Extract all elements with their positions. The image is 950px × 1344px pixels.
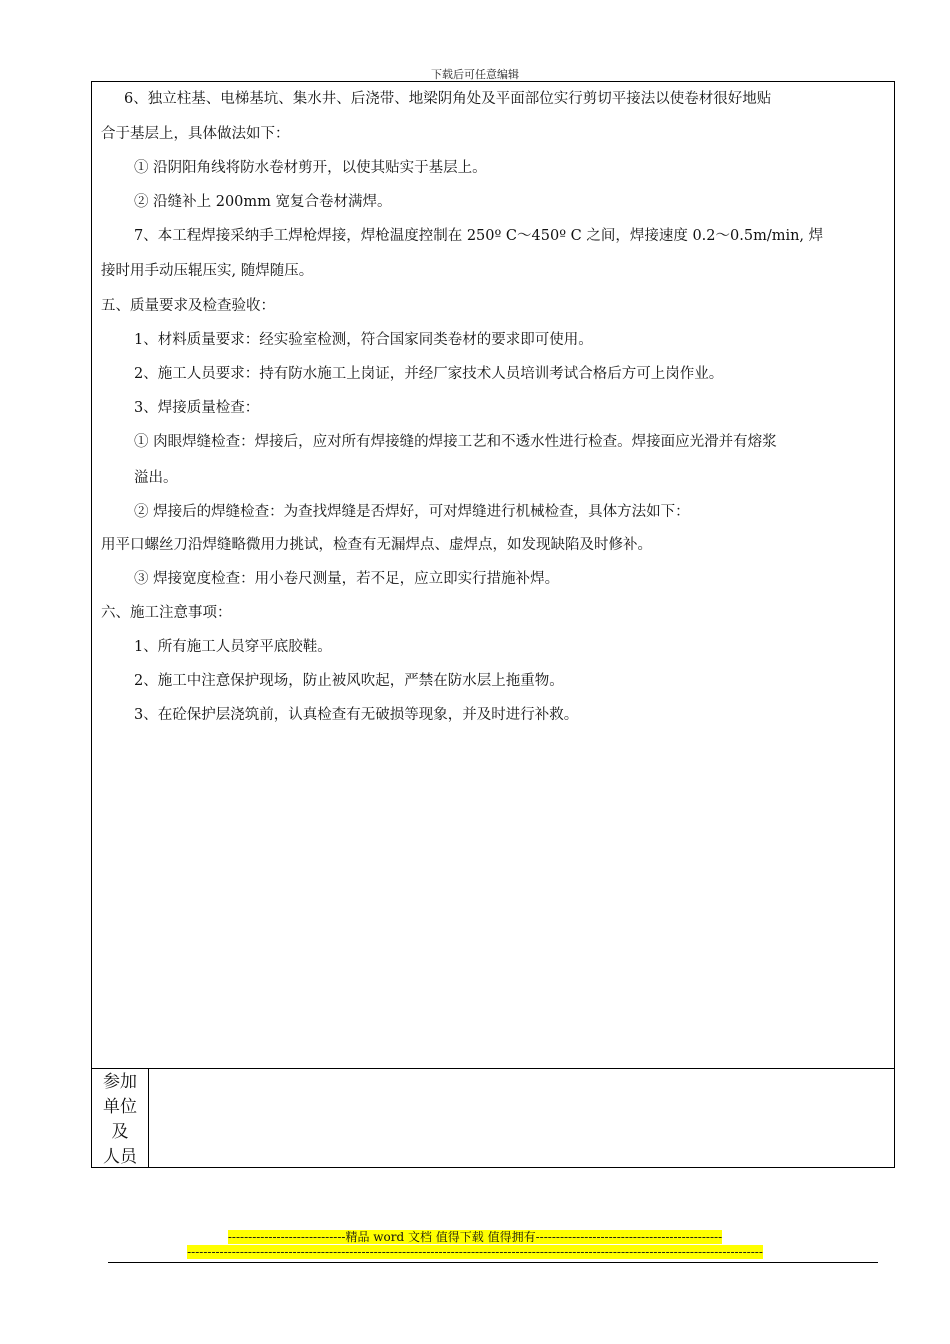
content-line: ② 焊接后的焊缝检查：为查找焊缝是否焊好，可对焊缝进行机械检查，具体方法如下： xyxy=(134,504,690,520)
content-line: ① 肉眼焊缝检查：焊接后，应对所有焊接缝的焊接工艺和不透水性进行检查。焊接面应光滑并有熔浆 xyxy=(134,434,777,450)
participants-label-line: 及 xyxy=(111,1122,129,1142)
content-line: 3、在砼保护层浇筑前，认真检查有无破损等现象，并及时进行补救。 xyxy=(134,707,579,723)
content-line: 用平口螺丝刀沿焊缝略微用力挑试，检查有无漏焊点、虚焊点，如发现缺陷及时修补。 xyxy=(101,537,652,553)
content-line: 溢出。 xyxy=(134,470,178,486)
content-line: 3、焊接质量检查： xyxy=(134,400,260,416)
section-heading: 六、施工注意事项： xyxy=(101,605,232,621)
content-line: ① 沿阴阳角线将防水卷材剪开，以使其贴实于基层上。 xyxy=(134,160,487,176)
content-line: 1、材料质量要求：经实验室检测，符合国家同类卷材的要求即可使用。 xyxy=(134,332,593,348)
content-line: 1、所有施工人员穿平底胶鞋。 xyxy=(134,639,332,655)
content-line: ② 沿缝补上 200mm 宽复合卷材满焊。 xyxy=(134,194,392,210)
participants-label-line: 参加 xyxy=(103,1072,137,1092)
footer-rule xyxy=(108,1262,878,1263)
participants-label xyxy=(92,1068,149,1167)
participants-signature-area[interactable] xyxy=(149,1068,894,1167)
footer-banner-text: -----------------------------精品 word 文档 值得下载 值得拥有---------------------------------------------- xyxy=(227,1230,723,1244)
content-line: 2、施工中注意保护现场，防止被风吹起，严禁在防水层上拖重物。 xyxy=(134,673,564,689)
content-line: 7、本工程焊接采纳手工焊枪焊接，焊枪温度控制在 250º C～450º C 之间，焊接速度 0.2～0.5m/min, 焊 xyxy=(134,228,824,244)
content-line: 2、施工人员要求：持有防水施工上岗证，并经厂家技术人员培训考试合格后方可上岗作业。 xyxy=(134,366,724,382)
document-table xyxy=(91,81,895,1168)
content-line: 合于基层上，具体做法如下： xyxy=(101,126,290,142)
footer-banner-dashes: ---------------------------------------------------------------------------------------------------------------------------------------------- xyxy=(187,1245,763,1259)
section-heading: 五、质量要求及检查验收： xyxy=(101,298,275,314)
header-note: 下载后可任意编辑 xyxy=(431,68,519,81)
content-line: 6、独立柱基、电梯基坑、集水井、后浇带、地梁阴角处及平面部位实行剪切平接法以使卷材很好地贴 xyxy=(124,91,772,107)
footer-banner-line2 xyxy=(0,1245,950,1260)
footer-banner-line1 xyxy=(0,1230,950,1245)
content-cell xyxy=(92,82,894,1069)
participants-label-line: 单位 xyxy=(103,1097,137,1117)
participants-label-line: 人员 xyxy=(103,1147,137,1167)
content-line: 接时用手动压辊压实, 随焊随压。 xyxy=(101,263,314,279)
content-line: ③ 焊接宽度检查：用小卷尺测量，若不足，应立即实行措施补焊。 xyxy=(134,571,560,587)
